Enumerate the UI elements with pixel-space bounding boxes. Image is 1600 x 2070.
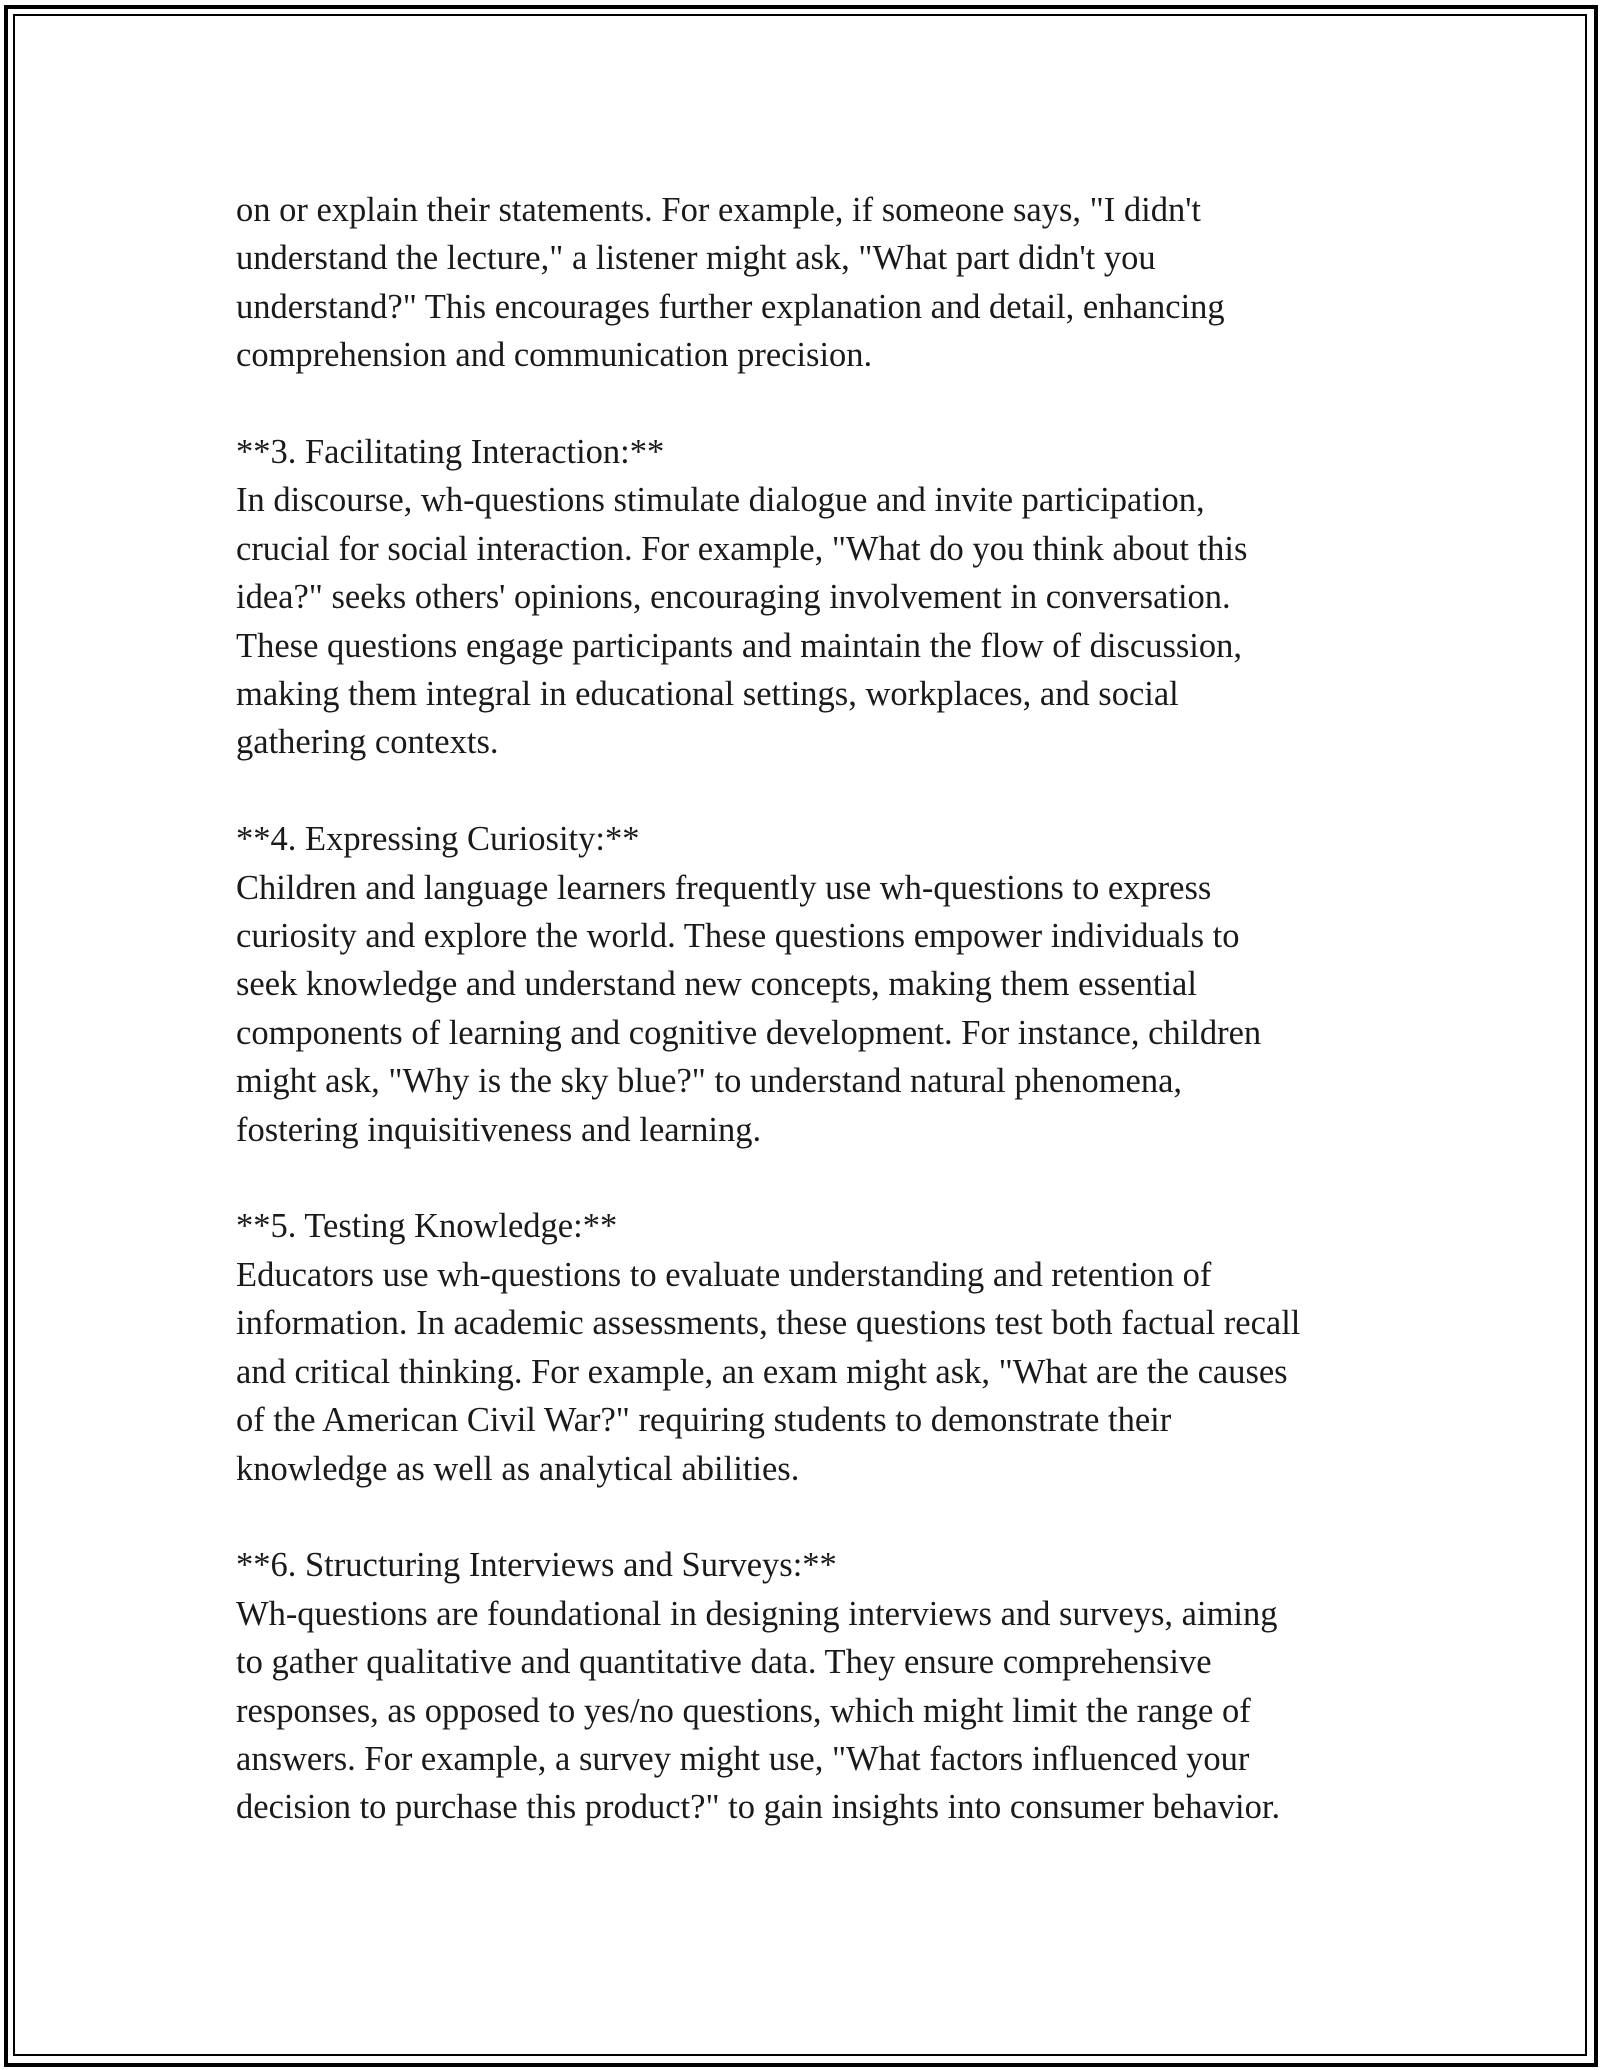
- section-heading: **3. Facilitating Interaction:**: [236, 433, 665, 472]
- section-paragraph: Children and language learners frequently use wh-questions to express curiosity and explore the world. These questions empower individuals to seek knowledge and understand new concepts, making them essential components of learning and cognitive development. For instance, children might ask, "Why is the sky blue?" to understand natural phenomena, fostering inquisitiveness and learning.: [236, 868, 1262, 1149]
- paragraph-gap: [236, 1493, 1416, 1541]
- section-paragraph: Educators use wh-questions to evaluate understanding and retention of information. In academic assessments, these questions test both factual recall and critical thinking. For example, an exam might ask, "What are the causes of the American Civil War?" requiring students to demonstrate their knowledge as well as analytical abilities.: [236, 1255, 1301, 1488]
- paragraph-gap: [236, 1154, 1416, 1202]
- section-heading: **5. Testing Knowledge:**: [236, 1207, 618, 1246]
- section-heading: **4. Expressing Curiosity:**: [236, 820, 640, 859]
- section-paragraph: In discourse, wh-questions stimulate dialogue and invite participation, crucial for social interaction. For example, "What do you think about this idea?" seeks others' opinions, encouraging involvement in conversation. These questions engage participants and maintain the flow of discussion, making them integral in educational settings, workplaces, and social gathering contexts.: [236, 481, 1248, 762]
- paragraph-gap: [236, 767, 1416, 815]
- section-paragraph: Wh-questions are foundational in designing interviews and surveys, aiming to gather qualitative and quantitative data. They ensure comprehensive responses, as opposed to yes/no questions, which might limit the range of answers. For example, a survey might use, "What factors influenced your decision to purchase this product?" to gain insights into consumer behavior.: [236, 1594, 1281, 1827]
- section-heading: **6. Structuring Interviews and Surveys:**: [236, 1546, 837, 1585]
- intro-paragraph: on or explain their statements. For example, if someone says, "I didn't understand the lecture," a listener might ask, "What part didn't you understand?" This encourages further explanation and detail, enhancing comprehension and communication precision.: [236, 191, 1225, 375]
- paragraph-gap: [236, 380, 1416, 428]
- document-body: [236, 186, 1416, 1832]
